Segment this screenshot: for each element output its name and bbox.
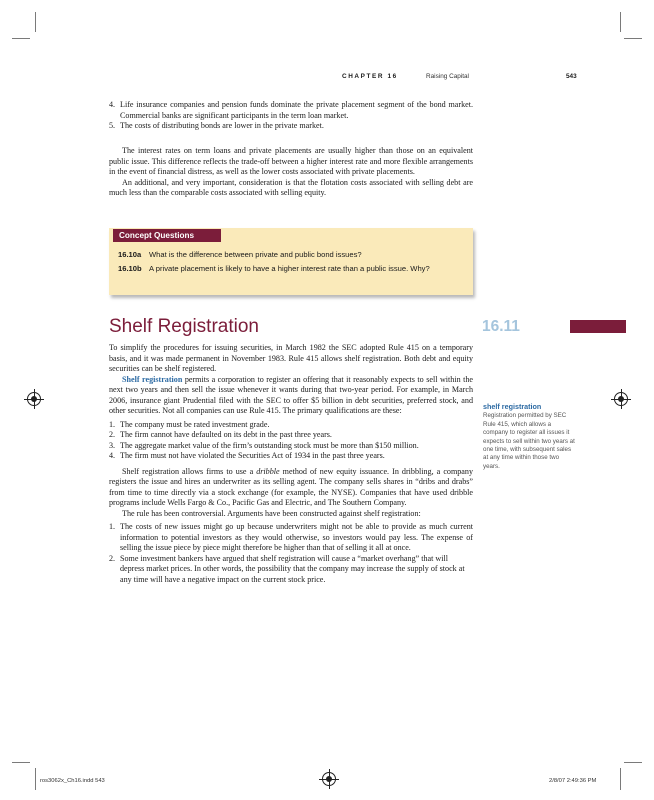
section-number: 16.11 — [482, 318, 520, 335]
paragraph: An additional, and very important, consideration is that the flotation costs associated with selling debt are much less than the comparable costs associated with selling equity. — [109, 177, 473, 197]
page-number: 543 — [566, 73, 577, 80]
footer-date: 2/8/07 2:49:36 PM — [549, 778, 597, 784]
list-item: 1. The company must be rated investment grade. — [109, 419, 270, 429]
paragraph: The rule has been controversial. Arguments have been constructed against shelf registration: — [122, 508, 421, 518]
section-body — [109, 343, 473, 585]
paragraph: The interest rates on term loans and private placements are usually higher than those on an equivalent public issue. This difference reflects the trade-off between a higher interest rate and more flexible arrangements in the event of financial distress, as well as the lower costs associated with private placements. — [109, 146, 473, 176]
crop-mark — [620, 768, 621, 790]
list-item: 3. The aggregate market value of the firm’s outstanding stock must be more than $150 million. — [109, 440, 419, 450]
question-text: A private placement is likely to have a higher interest rate than a public issue. Why? — [149, 264, 430, 273]
concept-question — [118, 250, 464, 260]
crop-mark — [624, 38, 642, 39]
list-item: 5. The costs of distributing bonds are lower in the private market. — [109, 121, 324, 130]
list-item: 4. The firm must not have violated the Securities Act of 1934 in the past three years. — [109, 451, 385, 460]
crop-mark — [12, 762, 30, 763]
concept-question — [118, 264, 464, 274]
top-list — [109, 100, 473, 132]
running-head-chapter: CHAPTER 16 — [342, 73, 398, 80]
running-head-title: Raising Capital — [426, 73, 469, 80]
paragraph: Shelf registration allows firms to use a dribble method of new equity issuance. In dribbling, a company registers the issue and hires an underwriter as its selling agent. The company sells shares in “dribs and drabs” from time to time directly via a stock exchange (for example, the NYSE). Companies that have used dribble programs include Wells Fargo & Co., Pacific Gas and Electric, and The Southern Company. — [109, 466, 473, 507]
list-item: 2. The firm cannot have defaulted on its debt in the past three years. — [109, 430, 332, 439]
arguments-list — [109, 522, 473, 585]
paragraph: Shelf registration permits a corporation to register an offering that it reasonably expects to sell within the next two years and then sell the issue whenever it wants during that two-year period. For example, in March 2006, insurance giant Prudential filed with the SEC to offer $5 billion in debt securities, preferred stock, and other securities. Not all companies can use Rule 415. The primary qualifications are these: — [109, 374, 473, 415]
footer-file: ros3062x_Ch16.indd 543 — [40, 778, 105, 784]
registration-mark-icon — [614, 392, 628, 406]
qualifications-list — [109, 420, 473, 462]
list-item: 4. Life insurance companies and pension funds dominate the private placement segment of the bond market. Commercial banks are significant participants in the term loan market. — [109, 100, 473, 120]
section-title: Shelf Registration — [109, 316, 259, 337]
crop-mark — [624, 762, 642, 763]
section-color-bar — [570, 320, 626, 333]
list-item: 2. Some investment bankers have argued that shelf registration will cause a “market overhang” that will depress market prices. In other words, the possibility that the company may increase the supply of stock at any time will have a negative impact on the current stock price. — [109, 553, 465, 584]
crop-mark — [35, 12, 36, 32]
crop-mark — [620, 12, 621, 32]
margin-term: shelf registration — [483, 402, 542, 411]
question-text: What is the difference between private and public bond issues? — [149, 250, 362, 259]
margin-definition — [483, 403, 575, 471]
question-number: 16.10b — [118, 264, 142, 273]
paragraph: To simplify the procedures for issuing securities, in March 1982 the SEC adopted Rule 415 on a temporary basis, and it was made permanent in November 1983. Rule 415 allows shelf registration. Both debt and equity securities can be shelf registered. — [109, 343, 473, 373]
registration-mark-icon — [27, 392, 41, 406]
registration-mark-icon — [322, 772, 336, 786]
key-term: Shelf registration — [122, 374, 183, 384]
intro-paragraphs — [109, 146, 473, 199]
concept-questions-title: Concept Questions — [113, 229, 221, 242]
margin-definition-text: Registration permitted by SEC Rule 415, which allows a company to register all issues it expects to sell within two years at one time, with subsequent sales at any time within those two years. — [483, 412, 575, 470]
list-item: 1. The costs of new issues might go up because underwriters might not be able to provide as much current information to potential investors as they would otherwise, so investors would pay less. The expense of selling the issue piece by piece might therefore be higher than that of selling it all at once. — [109, 522, 473, 552]
crop-mark — [35, 768, 36, 790]
question-number: 16.10a — [118, 250, 142, 259]
crop-mark — [12, 38, 30, 39]
